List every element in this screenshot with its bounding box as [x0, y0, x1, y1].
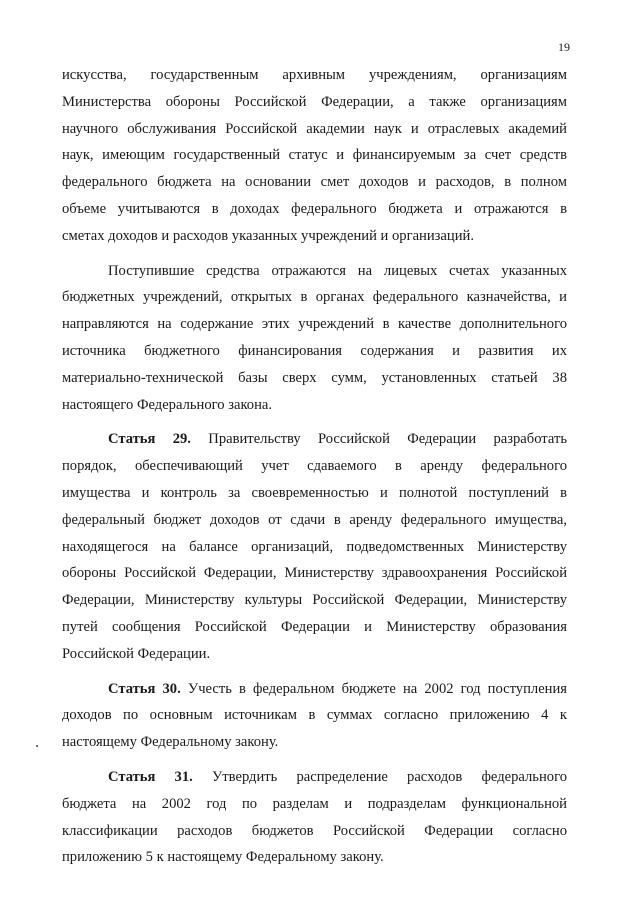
text-line: направляются на содержание этих учреждений в качестве дополнительного [62, 316, 567, 333]
article-30 [62, 676, 567, 756]
text-line: находящегося на балансе организаций, подведомственных Министерству [62, 538, 567, 555]
page-number: 19 [558, 40, 570, 54]
text-line: искусства, государственным архивным учреждениям, организациям [62, 67, 567, 83]
text-line: материально-технической базы сверх сумм, установленных статьей 38 [62, 369, 567, 386]
document-body [62, 62, 567, 871]
text-line: порядок, обеспечивающий учет сдаваемого в аренду федерального [62, 458, 567, 475]
text-line [62, 764, 567, 791]
text-line: классификации расходов бюджетов Российской Федерации согласно [62, 822, 567, 839]
article-heading: Статья 31. [108, 768, 193, 785]
text-line: доходов по основным источникам в суммах согласно приложению 4 к [62, 707, 567, 724]
text-line: Министерства обороны Российской Федерации, а также организациям [62, 93, 567, 110]
text-line: настоящему Федеральному закону. [62, 734, 279, 751]
text-line: источника бюджетного финансирования содержания и развития их [62, 342, 567, 359]
text-line: настоящего Федерального закона. [62, 396, 273, 413]
text-line [62, 676, 567, 703]
text-line: наук, имеющим государственный статус и финансируемым за счет средств [62, 147, 567, 164]
text-line: бюджетных учреждений, открытых в органах федерального казначейства, и [62, 289, 567, 306]
paragraph [62, 62, 567, 250]
article-heading: Статья 29. [108, 431, 191, 448]
text-line: имущества и контроль за своевременностью и полнотой поступлений в [62, 484, 567, 501]
text-line: объеме учитываются в доходах федерального бюджета и отражаются в [62, 200, 567, 217]
text-line: обороны Российской Федерации, Министерству здравоохранения Российской [62, 565, 567, 582]
text-line: Поступившие средства отражаются на лицевых счетах указанных [108, 262, 567, 279]
article-text: Утвердить распределение расходов федерального [211, 768, 567, 785]
text-line: бюджета на 2002 год по разделам и подразделам функциональной [62, 795, 567, 812]
article-29 [62, 426, 567, 667]
text-line: федеральный бюджет доходов от сдачи в аренду федерального имущества, [62, 511, 567, 528]
text-line: приложению 5 к настоящему Федеральному закону. [62, 849, 384, 866]
article-text: Учесть в федеральном бюджете на 2002 год поступления [187, 680, 567, 697]
text-line [62, 426, 567, 453]
text-line: Российской Федерации. [62, 645, 211, 662]
text-line: научного обслуживания Российской академии наук и отраслевых академий [62, 120, 567, 137]
text-line: сметах доходов и расходов указанных учреждений и организаций. [62, 227, 474, 244]
text-line: путей сообщения Российской Федерации и Министерству образования [62, 618, 567, 635]
scan-speck [36, 745, 38, 747]
text-line: федерального бюджета на основании смет доходов и расходов, в полном [62, 174, 567, 191]
article-text: Правительству Российской Федерации разработать [208, 431, 567, 448]
text-line: Федерации, Министерству культуры Российской Федерации, Министерству [62, 592, 567, 609]
article-31 [62, 764, 567, 871]
article-heading: Статья 30. [108, 680, 181, 697]
paragraph [62, 258, 567, 419]
